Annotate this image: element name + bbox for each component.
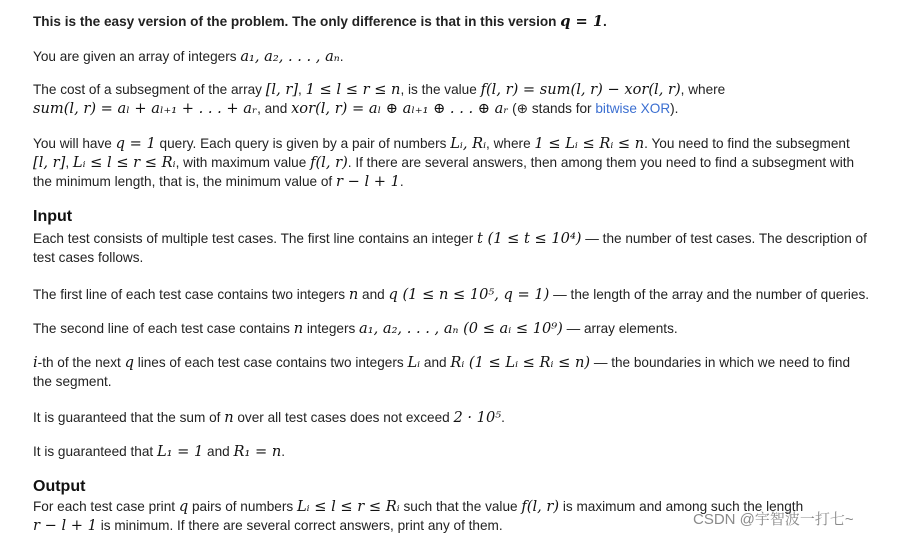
- math-expression: Lᵢ ≤ l ≤ r ≤ Rᵢ: [296, 498, 400, 515]
- math-expression: Lᵢ: [407, 354, 421, 371]
- math-expression: q = 1: [115, 135, 156, 152]
- csdn-watermark: CSDN @宇智波一打七~: [693, 511, 854, 528]
- math-expression: r − l + 1: [33, 517, 97, 534]
- input-paragraph-first-line: The first line of each test case contains two integers n and q (1 ≤ n ≤ 10⁵, q = 1) — the length of the array and the number of queries.: [33, 286, 870, 303]
- math-expression: 1 ≤ Lᵢ ≤ Rᵢ ≤ n: [534, 135, 645, 152]
- math-expression: q (1 ≤ n ≤ 10⁵, q = 1): [388, 286, 550, 303]
- math-expression: n: [224, 409, 234, 426]
- math-expression: Rᵢ (1 ≤ Lᵢ ≤ Rᵢ ≤ n): [450, 354, 591, 371]
- math-expression: Lᵢ, Rᵢ: [450, 135, 487, 152]
- math-expression: i: [33, 354, 38, 371]
- math-expression: xor(l, r) = aₗ ⊕ aₗ₊₁ ⊕ . . . ⊕ aᵣ: [291, 100, 509, 117]
- math-expression: q: [124, 354, 134, 371]
- bitwise-xor-link[interactable]: bitwise XOR: [595, 101, 671, 116]
- math-expression: r − l + 1: [335, 173, 400, 190]
- math-expression: f(l, r): [521, 498, 560, 515]
- input-paragraph-queries: i-th of the next q lines of each test case contains two integers Lᵢ and Rᵢ (1 ≤ Lᵢ ≤ Rᵢ ≤ n) — the boundaries in which we need to find the segment.: [33, 354, 851, 389]
- query-paragraph: You will have q = 1 query. Each query is given by a pair of numbers Lᵢ, Rᵢ, where 1 ≤ Lᵢ ≤ Rᵢ ≤ n. You need to find the subsegment [l, r], Lᵢ ≤ l ≤ r ≤ Rᵢ, with maximum value f(l, r). If there are several answers, then among them you need to find a subsegment with the minimum length, that is, the minimum value of r − l + 1.: [33, 135, 855, 190]
- input-paragraph-second-line: The second line of each test case contains n integers a₁, a₂, . . . , aₙ (0 ≤ aᵢ ≤ 10⁹) — array elements.: [33, 320, 678, 337]
- math-expression: Lᵢ ≤ l ≤ r ≤ Rᵢ: [72, 154, 176, 171]
- math-expression: a₁, a₂, . . . , aₙ: [240, 48, 340, 65]
- math-expression: t (1 ≤ t ≤ 10⁴): [477, 230, 582, 247]
- input-heading: Input: [33, 208, 73, 225]
- math-expression: q = 1: [560, 13, 604, 30]
- math-expression: a₁, a₂, . . . , aₙ (0 ≤ aᵢ ≤ 10⁹): [359, 320, 563, 337]
- math-expression: n: [293, 320, 304, 337]
- intro-paragraph: This is the easy version of the problem. The only difference is that in this version q = 1.: [33, 13, 607, 30]
- cost-paragraph: The cost of a subsegment of the array [l, r], 1 ≤ l ≤ r ≤ n, is the value f(l, r) = sum(l, r) − xor(l, r), where sum(l, r) = aₗ + aₗ₊₁ + . . . + aᵣ, and xor(l, r) = aₗ ⊕ aₗ₊₁ ⊕ . . . ⊕ aᵣ (⊕ stands for bitwise XOR).: [33, 81, 726, 117]
- math-expression: q: [178, 498, 189, 515]
- output-heading: Output: [33, 478, 86, 495]
- math-expression: R₁ = n: [233, 443, 282, 460]
- math-expression: sum(l, r) = aₗ + aₗ₊₁ + . . . + aᵣ: [33, 100, 258, 117]
- input-paragraph-bounds-guarantee: It is guaranteed that L₁ = 1 and R₁ = n.: [33, 443, 286, 460]
- math-expression: f(l, r) = sum(l, r) − xor(l, r): [480, 81, 681, 98]
- input-paragraph-sum-guarantee: It is guaranteed that the sum of n over all test cases does not exceed 2 · 10⁵.: [33, 409, 505, 426]
- math-expression: 2 · 10⁵: [453, 409, 502, 426]
- math-expression: [l, r]: [265, 81, 299, 98]
- math-expression: n: [348, 286, 359, 303]
- output-paragraph: For each test case print q pairs of numbers Lᵢ ≤ l ≤ r ≤ Rᵢ such that the value f(l, r) is maximum and among such the length r − l + 1 is minimum. If there are several correct answers, print any of them.: [33, 498, 804, 534]
- math-expression: 1 ≤ l ≤ r ≤ n: [305, 81, 401, 98]
- math-expression: L₁ = 1: [156, 443, 204, 460]
- input-paragraph-tests: Each test consists of multiple test cases. The first line contains an integer t (1 ≤ t ≤ 10⁴) — the number of test cases. The description of test cases follows.: [33, 230, 867, 265]
- math-expression: [l, r]: [33, 154, 66, 171]
- array-paragraph: You are given an array of integers a₁, a₂, . . . , aₙ.: [33, 48, 344, 65]
- math-expression: f(l, r): [310, 154, 348, 171]
